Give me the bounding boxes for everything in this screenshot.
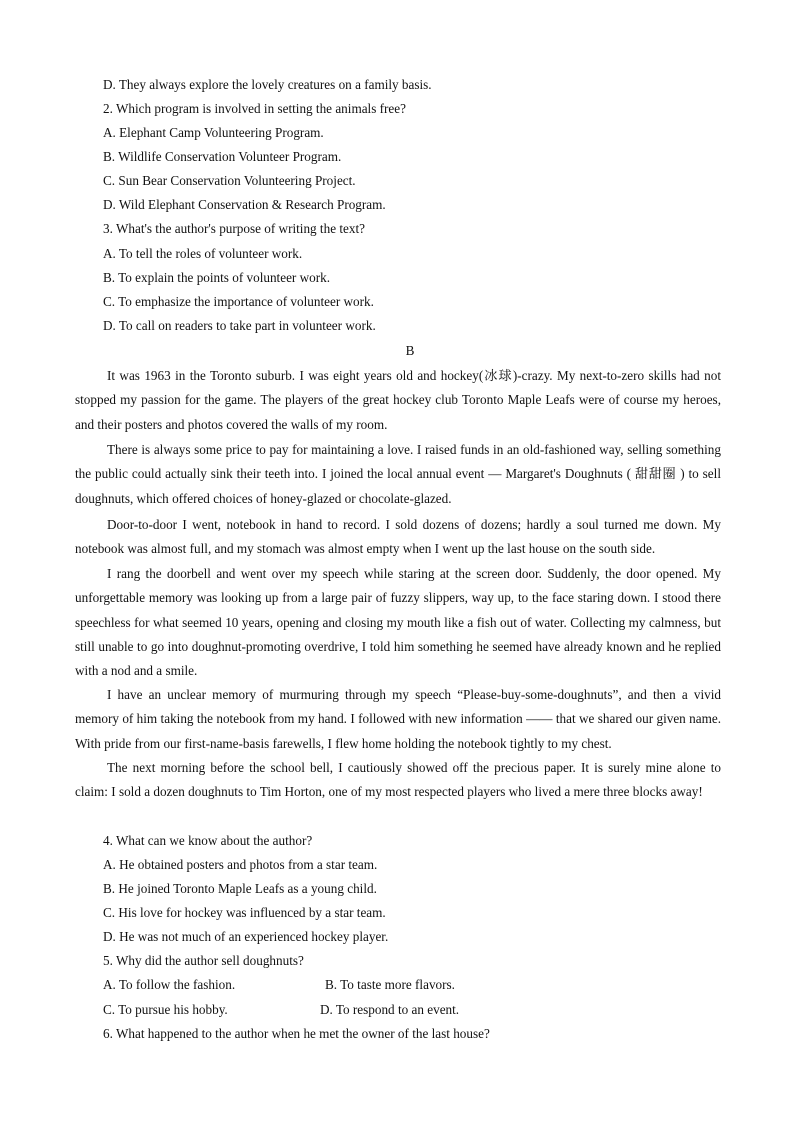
- passage-paragraph-1: It was 1963 in the Toronto suburb. I was eight years old and hockey(冰球)-crazy. My next-to-zero skills had not stopped my passion for the game. The players of the great hockey club Toronto Maple Leafs were of course my heroes, and their posters and photos covered the walls of my room.: [75, 368, 721, 432]
- q5-option-c: C. To pursue his hobby.: [103, 1002, 228, 1017]
- q3-option-b: B. To explain the points of volunteer work.: [103, 270, 331, 285]
- q3-option-d: D. To call on readers to take part in volunteer work.: [103, 318, 376, 333]
- passage-paragraph-3: Door-to-door I went, notebook in hand to record. I sold dozens of dozens; hardly a soul turned me down. My notebook was almost full, and my stomach was almost empty when I went up the last house on the south side.: [75, 517, 721, 557]
- q5-option-a: A. To follow the fashion.: [103, 977, 236, 992]
- q4-stem: 4. What can we know about the author?: [103, 833, 313, 848]
- q4-option-c: C. His love for hockey was influenced by a star team.: [103, 905, 386, 920]
- q2-option-a: A. Elephant Camp Volunteering Program.: [103, 125, 324, 140]
- q2-option-d: D. Wild Elephant Conservation & Research Program.: [103, 197, 386, 212]
- q3-option-a: A. To tell the roles of volunteer work.: [103, 246, 303, 261]
- q5-option-b: B. To taste more flavors.: [325, 977, 455, 992]
- passage-paragraph-4: I rang the doorbell and went over my speech while staring at the screen door. Suddenly, the door opened. My unforgettable memory was looking up from a large pair of fuzzy slippers, way up, to the face staring down. I stood there speechless for what seemed 10 years, opening and closing my mouth like a fish out of water. Collecting my calmness, but still unable to go into doughnut-promoting overdrive, I told him something he seemed have already known and he replied with a nod and a smile.: [75, 566, 721, 679]
- q1-option-d: D. They always explore the lovely creatures on a family basis.: [103, 77, 432, 92]
- q2-stem: 2. Which program is involved in setting the animals free?: [103, 101, 406, 116]
- q4-option-a: A. He obtained posters and photos from a star team.: [103, 857, 378, 872]
- q5-stem: 5. Why did the author sell doughnuts?: [103, 953, 304, 968]
- q2-option-b: B. Wildlife Conservation Volunteer Program.: [103, 149, 342, 164]
- q3-stem: 3. What's the author's purpose of writing the text?: [103, 221, 365, 236]
- q4-option-b: B. He joined Toronto Maple Leafs as a young child.: [103, 881, 377, 896]
- q3-option-c: C. To emphasize the importance of volunteer work.: [103, 294, 374, 309]
- section-heading: B: [405, 343, 415, 358]
- passage-paragraph-6: The next morning before the school bell, I cautiously showed off the precious paper. It is surely mine alone to claim: I sold a dozen doughnuts to Tim Horton, one of my most respected players who lived a mere three blocks away!: [75, 760, 721, 800]
- q5-option-d: D. To respond to an event.: [320, 1002, 460, 1017]
- q2-option-c: C. Sun Bear Conservation Volunteering Project.: [103, 173, 356, 188]
- passage-paragraph-2: There is always some price to pay for maintaining a love. I raised funds in an old-fashioned way, selling something the public could actually sink their teeth into. I joined the local annual event — Margaret's Doughnuts ( 甜甜圈 ) to sell doughnuts, which offered choices of honey-glazed or chocolate-glazed.: [75, 442, 721, 506]
- q4-option-d: D. He was not much of an experienced hockey player.: [103, 929, 389, 944]
- q6-stem: 6. What happened to the author when he met the owner of the last house?: [103, 1026, 490, 1041]
- passage-paragraph-5: I have an unclear memory of murmuring through my speech “Please-buy-some-doughnuts”, and then a vivid memory of him taking the notebook from my hand. I followed with new information —— that we shared our given name. With pride from our first-name-basis farewells, I flew home holding the notebook tightly to my chest.: [75, 687, 721, 751]
